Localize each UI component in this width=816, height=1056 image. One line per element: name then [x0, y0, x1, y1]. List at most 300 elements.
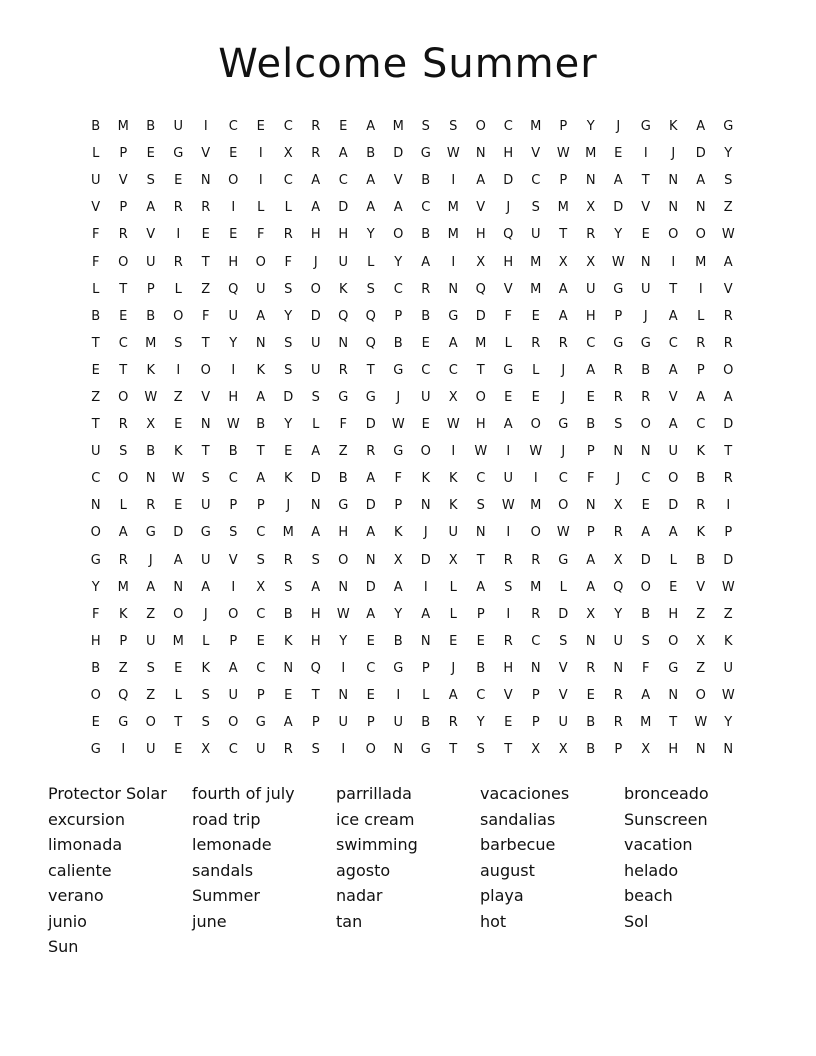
grid-letter: P [394, 308, 403, 324]
grid-letter: G [145, 525, 156, 541]
grid-letter: E [174, 417, 183, 433]
grid-letter: H [338, 525, 349, 541]
grid-letter: O [118, 389, 129, 405]
grid-letter: I [726, 498, 731, 514]
grid-letter: H [90, 633, 101, 649]
grid-letter: I [506, 606, 511, 622]
word-list-item: caliente [48, 860, 112, 880]
grid-letter: G [613, 335, 624, 351]
grid-letter: L [174, 281, 182, 297]
grid-letter: N [668, 688, 679, 704]
grid-letter: E [284, 688, 293, 704]
grid-letter: A [366, 471, 376, 487]
grid-letter: B [366, 146, 376, 162]
grid-letter: U [310, 335, 321, 351]
grid-letter: X [283, 146, 293, 162]
grid-letter: R [311, 146, 321, 162]
grid-letter: V [558, 660, 568, 676]
grid-letter: V [668, 389, 678, 405]
grid-letter: C [256, 606, 266, 622]
grid-letter: A [146, 200, 156, 216]
grid-letter: I [231, 579, 236, 595]
grid-letter: J [396, 389, 401, 405]
grid-letter: P [256, 688, 265, 704]
grid-letter: X [696, 633, 706, 649]
grid-letter: R [586, 227, 596, 243]
grid-letter: O [365, 742, 376, 758]
grid-letter: U [173, 119, 183, 135]
grid-letter: J [616, 471, 621, 487]
grid-letter: C [531, 173, 541, 189]
grid-letter: X [256, 579, 266, 595]
grid-letter: Y [229, 335, 238, 351]
grid-letter: X [558, 742, 568, 758]
grid-letter: E [614, 146, 623, 162]
grid-letter: U [228, 308, 238, 324]
grid-letter: X [146, 417, 156, 433]
grid-letter: R [173, 254, 183, 270]
grid-letter: R [503, 633, 513, 649]
grid-letter: T [641, 173, 650, 189]
grid-letter: G [255, 715, 266, 731]
grid-letter: B [421, 308, 431, 324]
grid-letter: A [696, 119, 706, 135]
grid-letter: A [283, 715, 293, 731]
grid-letter: I [341, 660, 346, 676]
grid-letter: G [200, 525, 211, 541]
grid-letter: E [641, 227, 650, 243]
grid-letter: E [531, 389, 540, 405]
grid-letter: U [530, 227, 541, 243]
grid-letter: S [311, 389, 320, 405]
grid-letter: A [586, 362, 596, 378]
grid-letter: J [561, 389, 566, 405]
grid-letter: K [448, 498, 458, 514]
grid-letter: E [421, 417, 430, 433]
grid-letter: K [696, 525, 706, 541]
grid-letter: S [421, 119, 430, 135]
grid-letter: M [447, 200, 459, 216]
grid-letter: O [640, 579, 651, 595]
grid-letter: P [614, 742, 623, 758]
grid-letter: R [338, 362, 348, 378]
grid-letter: S [256, 552, 265, 568]
grid-letter: H [475, 227, 486, 243]
grid-letter: C [421, 200, 431, 216]
grid-letter: A [448, 688, 458, 704]
grid-letter: B [476, 660, 486, 676]
word-list-item: barbecue [480, 835, 556, 854]
grid-letter: L [284, 200, 292, 216]
grid-letter: A [668, 417, 678, 433]
grid-letter: M [530, 119, 542, 135]
page-title: Welcome Summer [218, 41, 598, 87]
grid-letter: N [420, 633, 431, 649]
grid-letter: S [201, 471, 210, 487]
grid-letter: O [338, 552, 349, 568]
grid-letter: H [503, 146, 514, 162]
grid-letter: I [258, 173, 263, 189]
grid-letter: G [393, 444, 404, 460]
grid-letter: L [559, 579, 567, 595]
grid-letter: O [228, 606, 239, 622]
grid-letter: I [396, 688, 401, 704]
grid-letter: U [200, 498, 211, 514]
grid-letter: W [446, 146, 460, 162]
grid-letter: D [365, 498, 376, 514]
grid-letter: V [91, 200, 101, 216]
grid-letter: C [668, 335, 678, 351]
grid-letter: U [420, 389, 431, 405]
grid-letter: P [531, 688, 540, 704]
grid-letter: T [91, 417, 100, 433]
grid-letter: R [613, 688, 623, 704]
grid-letter: D [723, 417, 734, 433]
grid-letter: C [641, 471, 651, 487]
grid-letter: E [476, 633, 485, 649]
grid-letter: K [421, 471, 431, 487]
grid-letter: H [310, 633, 321, 649]
grid-letter: C [503, 119, 513, 135]
grid-letter: E [229, 227, 238, 243]
grid-letter: N [145, 471, 156, 487]
grid-letter: O [228, 715, 239, 731]
grid-letter: O [118, 471, 129, 487]
grid-letter: L [312, 417, 320, 433]
grid-letter: Q [338, 308, 349, 324]
grid-letter: L [422, 688, 430, 704]
word-list-item: playa [480, 886, 524, 905]
grid-letter: R [531, 606, 541, 622]
word-list-item: vacaciones [480, 784, 570, 803]
grid-letter: C [283, 173, 293, 189]
grid-letter: U [145, 254, 156, 270]
grid-letter: W [474, 444, 488, 460]
word-list-item: verano [48, 886, 104, 905]
grid-letter: W [611, 254, 625, 270]
grid-letter: R [723, 308, 733, 324]
grid-letter: L [92, 146, 100, 162]
grid-letter: P [476, 606, 485, 622]
grid-letter: Q [228, 281, 239, 297]
grid-letter: S [476, 498, 485, 514]
grid-letter: O [668, 471, 679, 487]
grid-letter: Y [614, 227, 623, 243]
grid-letter: G [668, 660, 679, 676]
grid-letter: D [668, 498, 679, 514]
grid-letter: D [613, 200, 624, 216]
grid-letter: V [641, 200, 651, 216]
grid-letter: N [200, 173, 211, 189]
grid-letter: U [613, 633, 623, 649]
grid-letter: F [92, 606, 100, 622]
grid-letter: W [144, 389, 158, 405]
grid-letter: R [283, 742, 293, 758]
grid-letter: J [671, 146, 676, 162]
grid-letter: H [585, 308, 596, 324]
word-list-item: fourth of july [192, 784, 295, 803]
grid-letter: Y [476, 715, 485, 731]
grid-letter: W [226, 417, 240, 433]
grid-letter: V [146, 227, 156, 243]
grid-letter: V [503, 281, 513, 297]
grid-letter: L [257, 200, 265, 216]
grid-letter: G [365, 389, 376, 405]
grid-letter: A [366, 200, 376, 216]
grid-letter: U [640, 281, 651, 297]
grid-letter: T [119, 362, 128, 378]
grid-letter: X [586, 254, 596, 270]
word-list-item: Sol [624, 911, 649, 931]
word-list-item: sandalias [480, 809, 556, 829]
grid-letter: B [146, 444, 156, 460]
grid-letter: V [558, 688, 568, 704]
grid-letter: O [530, 417, 541, 433]
grid-letter: K [256, 362, 266, 378]
grid-letter: A [311, 525, 321, 541]
grid-letter: U [393, 715, 403, 731]
grid-letter: M [447, 227, 459, 243]
grid-letter: M [475, 335, 487, 351]
grid-letter: C [228, 742, 238, 758]
grid-letter: E [421, 335, 430, 351]
grid-letter: P [119, 146, 128, 162]
grid-letter: D [365, 579, 376, 595]
grid-letter: E [366, 633, 375, 649]
grid-letter: B [91, 308, 101, 324]
grid-letter: I [506, 525, 511, 541]
grid-letter: P [256, 498, 265, 514]
grid-letter: R [421, 281, 431, 297]
grid-letter: Z [696, 606, 706, 622]
grid-letter: H [310, 606, 321, 622]
grid-letter: P [394, 498, 403, 514]
grid-letter: W [501, 498, 515, 514]
grid-letter: E [531, 308, 540, 324]
grid-letter: N [723, 742, 734, 758]
word-list-item: hot [480, 911, 507, 931]
grid-letter: P [119, 633, 128, 649]
grid-letter: B [146, 308, 156, 324]
grid-letter: N [640, 254, 651, 270]
grid-letter: R [613, 389, 623, 405]
grid-letter: S [311, 742, 320, 758]
grid-letter: B [586, 417, 596, 433]
grid-letter: C [228, 471, 238, 487]
grid-letter: R [503, 552, 513, 568]
grid-letter: B [338, 471, 348, 487]
grid-letter: A [366, 119, 376, 135]
grid-letter: A [558, 308, 568, 324]
grid-letter: U [723, 660, 733, 676]
grid-letter: X [476, 254, 486, 270]
grid-letter: B [91, 660, 101, 676]
grid-letter: N [310, 498, 321, 514]
grid-letter: U [585, 281, 596, 297]
grid-letter: A [173, 552, 183, 568]
grid-letter: O [640, 417, 651, 433]
grid-letter: G [118, 715, 129, 731]
grid-letter: D [393, 146, 404, 162]
grid-letter: B [586, 742, 596, 758]
grid-letter: E [91, 715, 100, 731]
grid-letter: W [391, 417, 405, 433]
grid-letter: U [503, 471, 513, 487]
grid-letter: T [724, 444, 733, 460]
grid-letter: T [366, 362, 375, 378]
grid-letter: F [504, 308, 512, 324]
grid-letter: A [393, 200, 403, 216]
grid-letter: M [530, 498, 542, 514]
grid-letter: X [586, 606, 596, 622]
grid-letter: O [393, 227, 404, 243]
grid-letter: M [585, 146, 597, 162]
grid-letter: T [504, 742, 513, 758]
grid-letter: R [283, 227, 293, 243]
grid-letter: X [613, 552, 623, 568]
grid-letter: N [420, 498, 431, 514]
grid-letter: Z [201, 281, 211, 297]
grid-letter: P [119, 200, 128, 216]
grid-letter: O [310, 281, 321, 297]
grid-letter: R [696, 498, 706, 514]
grid-letter: O [118, 254, 129, 270]
grid-letter: O [530, 525, 541, 541]
grid-letter: O [420, 444, 431, 460]
grid-letter: Z [146, 606, 156, 622]
grid-letter: C [338, 173, 348, 189]
grid-letter: R [118, 417, 128, 433]
grid-letter: O [695, 688, 706, 704]
grid-letter: A [146, 579, 156, 595]
grid-letter: P [559, 119, 568, 135]
grid-letter: K [668, 119, 678, 135]
grid-letter: D [475, 308, 486, 324]
grid-letter: X [393, 552, 403, 568]
grid-letter: M [640, 715, 652, 731]
grid-letter: D [420, 552, 431, 568]
grid-letter: V [696, 579, 706, 595]
grid-letter: A [696, 389, 706, 405]
grid-letter: K [338, 281, 348, 297]
grid-letter: N [90, 498, 101, 514]
grid-letter: F [257, 227, 265, 243]
word-list-item: swimming [336, 835, 418, 854]
grid-letter: B [228, 444, 238, 460]
grid-letter: O [475, 119, 486, 135]
grid-letter: A [256, 308, 266, 324]
grid-letter: C [366, 660, 376, 676]
grid-letter: N [173, 579, 184, 595]
grid-letter: E [119, 308, 128, 324]
grid-letter: G [723, 119, 734, 135]
grid-letter: U [668, 444, 678, 460]
grid-letter: O [173, 606, 184, 622]
word-list-item: ice cream [336, 809, 415, 829]
grid-letter: E [586, 688, 595, 704]
grid-letter: U [338, 715, 348, 731]
grid-letter: R [146, 498, 156, 514]
grid-letter: X [448, 552, 458, 568]
grid-letter: G [90, 742, 101, 758]
grid-letter: D [338, 200, 349, 216]
grid-letter: A [366, 525, 376, 541]
grid-letter: G [338, 498, 349, 514]
grid-letter: V [503, 688, 513, 704]
word-list-item: august [480, 860, 535, 880]
grid-letter: T [449, 742, 458, 758]
grid-letter: G [558, 552, 569, 568]
grid-letter: S [311, 552, 320, 568]
grid-letter: A [366, 606, 376, 622]
grid-letter: I [533, 471, 538, 487]
word-list-item: Protector Solar [48, 784, 167, 803]
word-list-item: vacation [624, 835, 693, 854]
grid-letter: Q [613, 579, 624, 595]
grid-letter: M [530, 254, 542, 270]
grid-letter: O [90, 688, 101, 704]
grid-letter: N [338, 579, 349, 595]
grid-letter: C [256, 525, 266, 541]
grid-letter: E [641, 498, 650, 514]
word-list-item: excursion [48, 809, 125, 829]
grid-letter: A [641, 525, 651, 541]
grid-letter: T [559, 227, 568, 243]
grid-letter: L [92, 281, 100, 297]
grid-letter: H [503, 660, 514, 676]
word-list-item: beach [624, 886, 673, 905]
grid-letter: E [201, 227, 210, 243]
grid-letter: I [176, 227, 181, 243]
grid-letter: A [311, 444, 321, 460]
grid-letter: U [90, 444, 101, 460]
grid-letter: H [228, 389, 239, 405]
word-list-item: Sun [48, 937, 79, 956]
grid-letter: E [366, 688, 375, 704]
grid-letter: D [283, 389, 294, 405]
grid-letter: K [201, 660, 211, 676]
grid-letter: A [228, 660, 238, 676]
grid-letter: D [365, 417, 376, 433]
grid-letter: J [313, 254, 318, 270]
grid-letter: T [669, 281, 678, 297]
grid-letter: T [476, 362, 485, 378]
grid-letter: J [203, 606, 208, 622]
grid-letter: I [643, 146, 648, 162]
grid-letter: R [201, 200, 211, 216]
grid-letter: Z [338, 444, 348, 460]
grid-letter: B [641, 362, 651, 378]
grid-letter: O [228, 173, 239, 189]
grid-letter: O [173, 308, 184, 324]
grid-letter: I [671, 254, 676, 270]
grid-letter: A [723, 389, 733, 405]
grid-letter: B [421, 715, 431, 731]
grid-letter: U [558, 715, 568, 731]
grid-letter: H [310, 227, 321, 243]
grid-letter: L [367, 254, 375, 270]
grid-letter: N [255, 335, 266, 351]
grid-letter: W [556, 525, 570, 541]
grid-letter: B [641, 606, 651, 622]
grid-letter: S [229, 525, 238, 541]
grid-letter: I [176, 362, 181, 378]
grid-letter: V [723, 281, 733, 297]
grid-letter: K [393, 525, 403, 541]
grid-letter: L [669, 552, 677, 568]
grid-letter: G [558, 417, 569, 433]
grid-letter: A [201, 579, 211, 595]
